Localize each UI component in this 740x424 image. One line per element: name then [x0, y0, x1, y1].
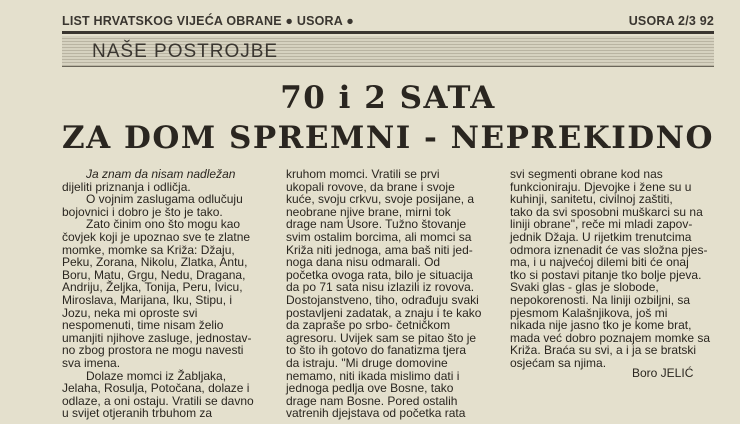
- article-line: Dostojanstveno, tiho, odrađuju svaki: [286, 292, 479, 307]
- publication-name: LIST HRVATSKOG VIJEĆA OBRANE ● USORA ●: [62, 14, 354, 28]
- article-line: Dolaze momci iz Žabljaka,: [86, 368, 227, 383]
- article-line: drage nam Usore. Tužno štovanje: [286, 217, 467, 232]
- article-line: nespomenuti, time nisam želio: [62, 318, 224, 333]
- article-line: Ja znam da nisam nadležan: [86, 167, 236, 181]
- section-title: NAŠE POSTROJBE: [92, 41, 279, 62]
- issue-number: USORA 2/3 92: [628, 14, 714, 28]
- article-line: da zapraše po srbo- četničkom: [286, 318, 451, 333]
- article-line: svim ostalim borcima, ali momci sa: [286, 229, 472, 244]
- article-line: Križa. Braća su svi, a i ja se bratski: [510, 343, 697, 358]
- article-line: vatrenih djejstava od početka rata: [286, 406, 466, 421]
- article-line: dijeliti priznanja i odličja.: [62, 179, 191, 194]
- article-line: bojovnici i dobro je što je tako.: [62, 204, 223, 219]
- article-line: čovjek koji je upoznao sve te zlatne: [62, 229, 251, 244]
- article-line: odlaze, a oni ostaju. Vratili se davno: [62, 393, 254, 408]
- article-line: nemamo, niti ikada mislimo dati i: [286, 368, 460, 383]
- article-line: Jozu, neka mi oproste svi: [62, 305, 198, 320]
- article-line: Miroslava, Marijana, Iku, Stipu, i: [62, 292, 233, 307]
- article-line: Križa niti jednoga, ama baš niti jed-: [286, 242, 473, 257]
- article-line: svi segmenti obrane kod nas: [510, 167, 663, 181]
- article-line: u svijet otjeranih trbuhom za: [62, 406, 213, 421]
- article-line: sva imena.: [62, 355, 121, 370]
- masthead-rule: [62, 31, 714, 34]
- article-line: kuhinji, sanitetu, civilnoj zaštiti,: [510, 192, 673, 207]
- article-line: odmora iznenadit će vas složna pjes-: [510, 242, 708, 257]
- article-line: funkcioniraju. Djevojke i žene su u: [510, 179, 692, 194]
- article-line: momke, momke sa Križa: Džaju,: [62, 242, 235, 257]
- article-line: Boru, Matu, Grgu, Nedu, Dragana,: [62, 267, 246, 282]
- article-line: ma, i u najvećoj dilemi biti će onaj: [510, 255, 689, 270]
- article-line: Peku, Zorana, Nikolu, Zlatka, Antu,: [62, 255, 248, 270]
- author-signature: Boro JELIĆ: [632, 366, 694, 380]
- article-line: jednoga pedlja ove Bosne, tako: [286, 381, 454, 396]
- article-line: umanjiti njihove zasluge, jednostav-: [62, 330, 252, 345]
- article-line: Jelaha, Rosulja, Potočana, dolaze i: [62, 381, 250, 396]
- section-banner: [62, 36, 714, 67]
- article-line: da po 71 sata nisu izlazili iz rovova.: [286, 280, 475, 295]
- article-line: drage nam Bosne. Pored ostalih: [286, 393, 458, 408]
- article-line: Zato činim ono što mogu kao: [86, 217, 241, 232]
- article-column-1: [62, 168, 272, 420]
- article-line: ukopali rovove, da brane i svoje: [286, 179, 455, 194]
- article-line: kuće, svoju crkvu, svoje posijane, a: [286, 192, 475, 207]
- article-line: tako da svi sposobni muškarci su na: [510, 204, 703, 219]
- article-line: pjesmom Kalašnjikova, još mi: [510, 305, 668, 320]
- article-line: početka ovoga rata, bilo je situacija: [286, 267, 473, 282]
- article-line: da istraju. "Mi druge domovine: [286, 355, 448, 370]
- article-line: kruhom momci. Vratili se prvi: [286, 167, 440, 181]
- article-line: postavljeni zadatak, a znaju i te kako: [286, 305, 482, 320]
- article-line: Andriju, Željka, Tonija, Peru, Ivicu,: [62, 280, 243, 295]
- article-line: agresoru. Uvijek sam se pitao što je: [286, 330, 477, 345]
- article-column-3: [510, 168, 710, 370]
- masthead: [62, 14, 714, 30]
- article-line: nikada nije jasno tko je kome brat,: [510, 318, 692, 333]
- article-line: mada već dobro poznajem momke sa: [510, 330, 711, 345]
- article-line: O vojnim zaslugama odlučuju: [86, 192, 243, 207]
- article-line: liniji obrane", reče mi mladi zapov-: [510, 217, 693, 232]
- article-line: to što ih gotovo do fanatizma tjera: [286, 343, 467, 358]
- article-line: neobrane njive brane, mirni tok: [286, 204, 451, 219]
- headline-line-1: 70 i 2 SATA: [280, 80, 496, 116]
- article-line: jednik Džaja. U rijetkim trenutcima: [510, 229, 692, 244]
- article-line: noga dana nisu odmarali. Od: [286, 255, 441, 270]
- article-column-2: [286, 168, 498, 420]
- article-line: osjećam sa njima.: [510, 355, 607, 370]
- article-line: no zbog prostora ne mogu navesti: [62, 343, 244, 358]
- article-line: Svaki glas - glas je slobode,: [510, 280, 659, 295]
- article-line: nepokorenosti. Na liniji ozbiljni, sa: [510, 292, 691, 307]
- headline-line-2: ZA DOM SPREMNI - NEPREKIDNO: [62, 120, 714, 156]
- article-line: tko si postavi pitanje tko bolje pjeva.: [510, 267, 702, 282]
